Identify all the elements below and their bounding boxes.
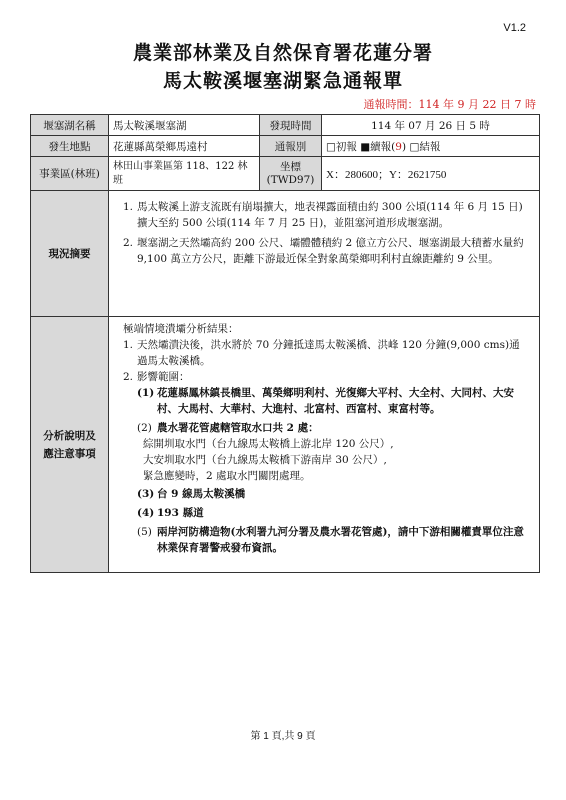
version-label: V1.2 (503, 22, 526, 34)
summary-item-number: 2. (123, 237, 134, 249)
label-analysis-line1: 分析說明及 (43, 429, 96, 442)
impact-item-number: (4) (137, 507, 155, 519)
label-location: 發生地點 (31, 136, 109, 157)
report-type-options (322, 136, 540, 157)
report-type-continued-close: ) (401, 140, 407, 153)
document-title-report: 馬太鞍溪堰塞湖緊急通報單 (162, 70, 403, 92)
impact-item-number: (2) (137, 422, 152, 434)
row-place-type (31, 136, 540, 157)
page-number: 第 1 頁,共 9 頁 (250, 731, 316, 742)
impact-item-text: 台 9 線馬太鞍溪橋 (157, 488, 246, 500)
analysis-content (109, 317, 540, 573)
document-title-agency: 農業部林業及自然保育署花蓮分署 (132, 42, 433, 64)
report-type-continued-number: 9 (395, 140, 402, 153)
impact-item-text: 花蓮縣鳳林鎮長橋里、萬榮鄉明利村、光復鄉大平村、大全村、大同村、大安村、大馬村、大華村、大進村、北富村、西富村、東富村等。 (157, 387, 514, 415)
report-type-initial-checkbox[interactable]: □初報 (326, 140, 357, 153)
impact-item-text: 兩岸河防構造物(水利署九河分署及農水署花管處)，請中下游相關權責單位注意林業保育署警戒發布資訊。 (157, 526, 524, 554)
value-coordinates: X：280600；Y：2621750 (322, 157, 540, 191)
summary-item-text: 馬太鞍溪上游支流既有崩塌擴大，地表裸露面積由約 300 公頃(114 年 6 月 15 日)擴大至約 500 公頃(114 年 7 月 25 日)，並阻塞河道形成堰塞湖。 (137, 201, 523, 229)
analysis-item-text: 影響範圍： (137, 371, 190, 383)
impact-item-1 (137, 385, 529, 417)
report-type-continued-checkbox[interactable] (360, 141, 406, 153)
analysis-item-number: 2. (123, 371, 134, 383)
impact-item-text: 農水署花管處轄管取水口共 2 處： (157, 422, 319, 434)
value-lake-name: 馬太鞍溪堰塞湖 (109, 115, 260, 136)
label-report-type: 通報別 (260, 136, 322, 157)
label-coordinates-main: 坐標 (280, 160, 301, 173)
impact-item-2-detail-1: 綜開圳取水門（台九線馬太鞍橋上游北岸 120 公尺）, (143, 438, 394, 450)
impact-item-2-detail-3: 緊急應變時，2 處取水門關閉處理。 (143, 470, 311, 482)
label-lake-name: 堰塞湖名稱 (31, 115, 109, 136)
impact-list (123, 385, 529, 556)
value-discovery-time: 114 年 07 月 26 日 5 時 (322, 115, 540, 136)
impact-item-5 (137, 524, 529, 556)
impact-item-text: 193 縣道 (157, 507, 204, 519)
report-form-table (30, 114, 540, 573)
label-discovery-time: 發現時間 (260, 115, 322, 136)
summary-content (109, 191, 540, 317)
summary-item (123, 199, 529, 231)
summary-item (123, 235, 529, 267)
label-analysis (31, 317, 109, 573)
row-district-coord (31, 157, 540, 191)
row-summary (31, 191, 540, 317)
analysis-item-1 (123, 337, 529, 369)
summary-item-text: 堰塞湖之天然壩高約 200 公尺、壩體體積約 2 億立方公尺、堰塞湖最大積蓄水量約 9,100 萬立方公尺，距離下游最近保全對象萬榮鄉明利村直線距離約 9 公里。 (137, 237, 524, 265)
impact-item-2 (137, 420, 529, 436)
impact-item-number: (5) (137, 526, 152, 538)
analysis-item-2 (123, 369, 529, 385)
impact-item-3 (137, 486, 529, 502)
impact-item-number: (1) (137, 387, 155, 399)
report-time: 通報時間：114 年 9 月 22 日 7 時 (363, 98, 536, 111)
value-location: 花蓮縣萬榮鄉馬遠村 (109, 136, 260, 157)
value-district: 林田山事業區第 118、122 林班 (109, 157, 260, 191)
label-coordinates-system: (TWD97) (266, 173, 315, 186)
analysis-item-text: 天然壩潰決後，洪水將於 70 分鐘抵達馬太鞍溪橋、洪峰 120 分鐘(9,000 cms)通過馬太鞍溪橋。 (137, 339, 520, 367)
row-analysis (31, 317, 540, 573)
summary-item-number: 1. (123, 201, 134, 213)
report-type-continued-label: ■續報( (360, 140, 396, 153)
summary-list (123, 199, 529, 267)
row-name-time (31, 115, 540, 136)
label-analysis-line2: 應注意事項 (43, 447, 96, 460)
label-summary: 現況摘要 (31, 191, 109, 317)
label-coordinates (260, 157, 322, 191)
impact-item-number: (3) (137, 488, 155, 500)
analysis-item-number: 1. (123, 339, 134, 351)
label-district: 事業區(林班) (31, 157, 109, 191)
impact-item-2-detail-2: 大安圳取水門（台九線馬太鞍橋下游南岸 30 公尺）, (143, 454, 387, 466)
report-type-final-checkbox[interactable]: □結報 (409, 140, 441, 153)
analysis-intro: 極端情境潰壩分析結果： (123, 323, 239, 335)
impact-item-4 (137, 505, 529, 521)
